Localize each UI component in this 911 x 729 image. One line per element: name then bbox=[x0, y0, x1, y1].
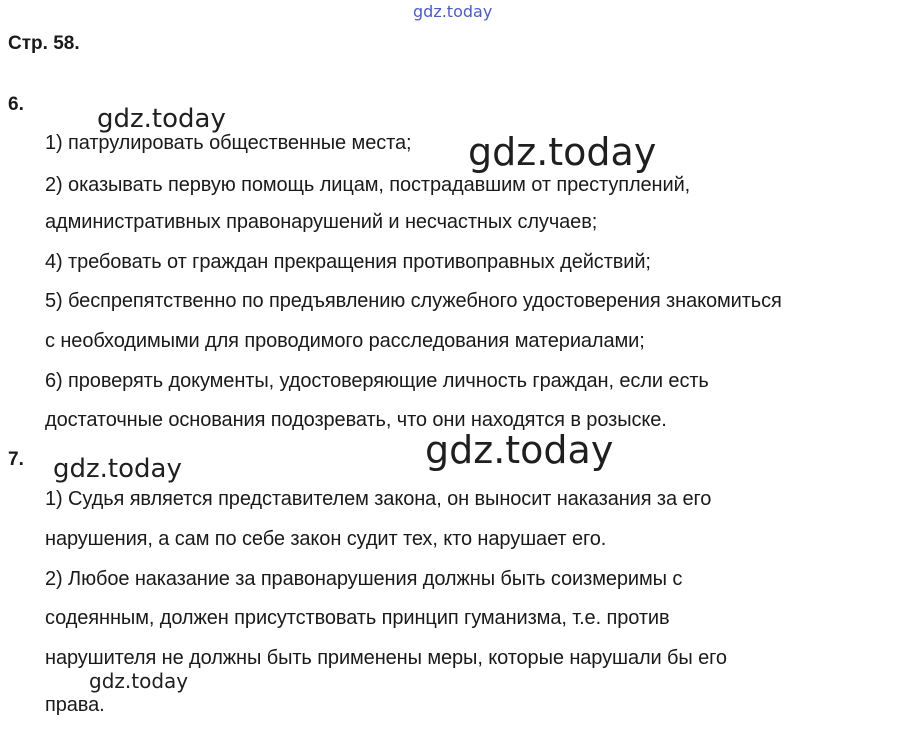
task-6-line-5: 5) беспрепятственно по предъявлению служебного удостоверения знакомиться bbox=[45, 290, 782, 312]
task-7-line-6: права. bbox=[45, 694, 105, 716]
watermark-3: gdz.today bbox=[425, 428, 614, 472]
task-6-line-1: 1) патрулировать общественные места; bbox=[45, 132, 412, 154]
task-6-line-6: с необходимыми для проводимого расследования материалами; bbox=[45, 330, 645, 352]
task-number-7: 7. bbox=[8, 449, 24, 470]
task-6-line-2: 2) оказывать первую помощь лицам, пострадавшим от преступлений, bbox=[45, 174, 691, 196]
task-6-line-8: достаточные основания подозревать, что они находятся в розыске. bbox=[45, 409, 667, 431]
task-7-line-1: 1) Судья является представителем закона, он выносит наказания за его bbox=[45, 488, 712, 510]
task-6-line-7: 6) проверять документы, удостоверяющие личность граждан, если есть bbox=[45, 370, 709, 392]
page-number: Стр. 58. bbox=[8, 33, 80, 54]
watermark-top: gdz.today bbox=[413, 2, 493, 21]
watermark-1: gdz.today bbox=[97, 104, 226, 134]
task-7-line-4: содеянным, должен присутствовать принцип гуманизма, т.е. против bbox=[45, 607, 670, 629]
watermark-5: gdz.today bbox=[89, 669, 189, 693]
watermark-2: gdz.today bbox=[468, 130, 657, 174]
task-number-6: 6. bbox=[8, 94, 24, 115]
task-7-line-2: нарушения, а сам по себе закон судит тех, кто нарушает его. bbox=[45, 528, 607, 550]
task-7-line-3: 2) Любое наказание за правонарушения должны быть соизмеримы с bbox=[45, 568, 683, 590]
task-6-line-3: административных правонарушений и несчастных случаев; bbox=[45, 211, 598, 233]
task-7-line-5: нарушителя не должны быть применены меры, которые нарушали бы его bbox=[45, 647, 727, 669]
task-6-line-4: 4) требовать от граждан прекращения противоправных действий; bbox=[45, 251, 651, 273]
watermark-4: gdz.today bbox=[53, 454, 182, 484]
